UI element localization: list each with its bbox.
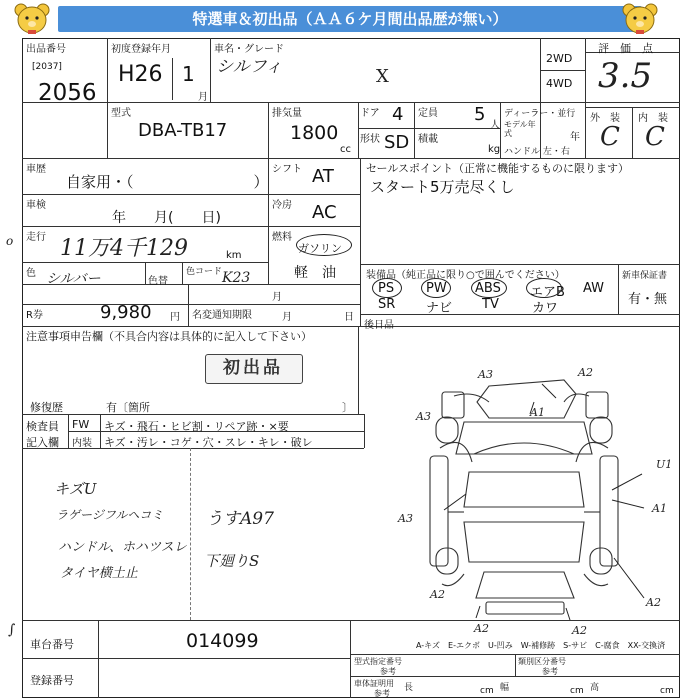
height-unit: cm xyxy=(660,686,674,696)
fw-items: キズ・飛石・ヒビ割・リペア跡・×要 xyxy=(104,420,289,433)
reg-no-label: 登録番号 xyxy=(30,674,74,687)
color-code: K23 xyxy=(222,270,251,286)
tax-day: 日 xyxy=(344,312,354,323)
damage-mark: A2 xyxy=(430,588,445,601)
color-no-label: 色替 xyxy=(148,276,168,287)
model-label: 型式 xyxy=(111,108,131,119)
warranty-label: 新車保証書 xyxy=(622,271,668,281)
fuel-label: 燃料 xyxy=(272,232,292,243)
damage-mark: A2 xyxy=(572,624,587,637)
color-label: 色 xyxy=(26,268,36,279)
equip-aw: AW xyxy=(583,281,605,296)
equip-navi: ナビ xyxy=(426,301,453,316)
model-year-unit: 年 xyxy=(570,132,580,143)
equip-tv: TV xyxy=(482,297,499,312)
class-label: 類別区分番号 xyxy=(518,657,566,666)
displacement-label: 排気量 xyxy=(272,108,302,119)
front-bumper-outline xyxy=(477,380,576,418)
exterior-label: 外 装 xyxy=(590,113,620,124)
handle-label: ハンドル 左・右 xyxy=(504,147,570,157)
cooler: AC xyxy=(312,202,337,223)
equip-airbag: エアB xyxy=(530,285,565,300)
first-listing-stamp xyxy=(205,354,303,384)
repair-value: 有〔箇所 xyxy=(106,401,150,414)
exterior-grade: C xyxy=(600,122,620,152)
notes-label: 注意事項申告欄（不具合内容は具体的に記入して下さい） xyxy=(26,330,312,343)
width-label: 幅 xyxy=(500,683,510,693)
cooler-label: 冷房 xyxy=(272,200,292,211)
fuel-diesel: 軽 油 xyxy=(294,265,336,281)
car-damage-diagram xyxy=(394,362,688,637)
inspector-label: 検査員 xyxy=(26,420,59,433)
sales-label: セールスポイント（正常に機能するものに限ります） xyxy=(366,162,630,175)
damage-legend: A-キズ E-エクボ U-凹み W-補修跡 S-サビ C-腐食 XX-交換済 xyxy=(416,641,666,650)
doors-label: ドア xyxy=(360,108,380,119)
reg-month-unit: 月 xyxy=(198,92,208,103)
damage-mark: A1 xyxy=(530,406,545,419)
shift-label: シフト xyxy=(272,164,302,175)
width-unit: cm xyxy=(570,686,584,696)
model-year-label: モデル年式 xyxy=(504,120,536,138)
note-line-1: キズU xyxy=(54,480,97,498)
lot-label: 出品番号 xyxy=(26,44,66,55)
equip-leather: カワ xyxy=(532,301,559,316)
lot-sub: [2037] xyxy=(32,62,62,72)
equipment-label: 装備品（純正品に限り○で囲んでください） xyxy=(366,270,565,281)
shape-label: 形状 xyxy=(360,134,380,145)
entry-label: 記入欄 xyxy=(26,436,59,449)
doors: 4 xyxy=(392,104,404,125)
capacity-label: 定員 xyxy=(418,108,438,119)
recycle: 9,980 xyxy=(100,302,152,323)
inspection-label: 車検 xyxy=(26,200,46,211)
interior-label: 内 装 xyxy=(638,113,668,124)
note-line-3: ハンドル、ホハツスレ xyxy=(58,540,187,555)
drive-4wd: 4WD xyxy=(546,77,573,90)
mileage-label: 走行 xyxy=(26,232,46,243)
roof-outline xyxy=(464,472,584,507)
note-right-2: 下廻りS xyxy=(204,552,260,570)
reg-year: H26 xyxy=(118,62,163,87)
reg-label: 初度登録年月 xyxy=(111,44,171,55)
interior-grade: C xyxy=(645,122,665,152)
repair-bracket: 〕 xyxy=(342,401,353,414)
capacity: 5 xyxy=(474,104,486,125)
reg-month: 1 xyxy=(182,62,195,86)
margin-stroke: ∫ xyxy=(8,622,16,638)
displacement-unit: cc xyxy=(340,144,351,155)
damage-mark: A2 xyxy=(646,596,661,609)
grade: X xyxy=(376,66,389,87)
interior-items: キズ・汚レ・コゲ・穴・スレ・キレ・破レ xyxy=(104,436,313,449)
color: シルバー xyxy=(46,271,101,287)
capacity-unit: 人 xyxy=(490,120,500,131)
damage-mark: A3 xyxy=(398,512,413,525)
chassis-number: 014099 xyxy=(186,630,259,652)
displacement: 1800 xyxy=(290,122,339,144)
pw-circle xyxy=(421,278,451,298)
fuel-circle xyxy=(296,234,352,256)
fuel-gasoline: ガソリン xyxy=(298,242,342,255)
damage-mark: A3 xyxy=(478,368,493,381)
class-ref: 参考 xyxy=(542,667,558,676)
banner-title: 特選車＆初出品（ＡＡ６ケ月間出品歴が無い） xyxy=(192,10,508,28)
score: 3.5 xyxy=(598,56,653,96)
length-unit: cm xyxy=(480,686,494,696)
hood-outline xyxy=(456,422,592,454)
cert-ref: 参考 xyxy=(380,667,396,676)
note-right-1: うすA97 xyxy=(206,509,274,529)
ps-circle xyxy=(372,278,402,298)
note-line-2: ラゲージフルヘコミ xyxy=(56,508,164,522)
damage-mark: A2 xyxy=(578,366,593,379)
tax-month: 月 xyxy=(272,292,282,303)
score-label: 評 価 点 xyxy=(598,42,653,55)
fw-label: FW xyxy=(72,418,90,431)
interior-notes-label: 内装 xyxy=(72,438,92,449)
recycle-unit: 円 xyxy=(170,312,180,323)
equip-abs: ABS xyxy=(475,281,501,296)
load-label: 積載 xyxy=(418,134,438,145)
shape: SD xyxy=(384,132,410,153)
model: DBA-TB17 xyxy=(138,120,228,141)
chassis-label: 車台番号 xyxy=(30,638,74,651)
airbag-circle xyxy=(526,278,562,298)
car-name: シルフィ xyxy=(216,57,283,77)
abs-circle xyxy=(471,278,507,298)
size-ref: 参考 xyxy=(374,689,390,698)
damage-mark: U1 xyxy=(656,458,673,471)
size-label: 車体証明用 xyxy=(354,679,394,688)
name-label: 車名・グレード xyxy=(214,44,284,55)
margin-mark: o xyxy=(6,234,14,248)
length-label: 長 xyxy=(404,683,414,693)
recycle-label: R券 xyxy=(26,310,43,321)
load-unit: kg xyxy=(488,144,501,155)
dealer-label: ディーラー・並行 xyxy=(504,109,576,119)
color-code-label: 色コード xyxy=(186,267,223,277)
shift: AT xyxy=(312,166,334,187)
history-label: 車歴 xyxy=(26,164,46,175)
history: 自家用・（ ） xyxy=(66,173,269,191)
cert-label: 型式指定番号 xyxy=(354,657,402,666)
inspection: 年 月( 日) xyxy=(112,210,221,226)
tax-label: 名変通知期限 xyxy=(192,310,252,321)
bear-mascot-icon xyxy=(620,2,660,36)
damage-mark: A2 xyxy=(474,622,489,635)
equip-sr: SR xyxy=(378,297,396,312)
lot-number: 2056 xyxy=(38,80,97,106)
repair-label: 修復歴 xyxy=(30,401,63,414)
rear-bumper-outline xyxy=(476,572,574,598)
mileage-unit: km xyxy=(226,250,242,261)
damage-mark: A3 xyxy=(416,410,431,423)
equip-pw: PW xyxy=(426,281,447,296)
damage-mark: A1 xyxy=(652,502,667,515)
trunk-outline xyxy=(464,522,584,562)
banner xyxy=(0,0,700,38)
sales-text: スタート5万売尽くし xyxy=(370,178,515,196)
height-label: 高 xyxy=(590,683,600,693)
equip-ps: PS xyxy=(378,281,395,296)
postfit-label: 後日品 xyxy=(364,320,394,331)
stamp-text: 初出品 xyxy=(223,358,283,378)
tax-month-2: 月 xyxy=(282,312,292,323)
drive-2wd: 2WD xyxy=(546,52,573,65)
mileage: 11万4千129 xyxy=(60,236,188,261)
bear-mascot-icon xyxy=(12,2,52,36)
note-line-4: タイヤ横土止 xyxy=(60,566,138,581)
warranty: 有・無 xyxy=(628,292,668,307)
